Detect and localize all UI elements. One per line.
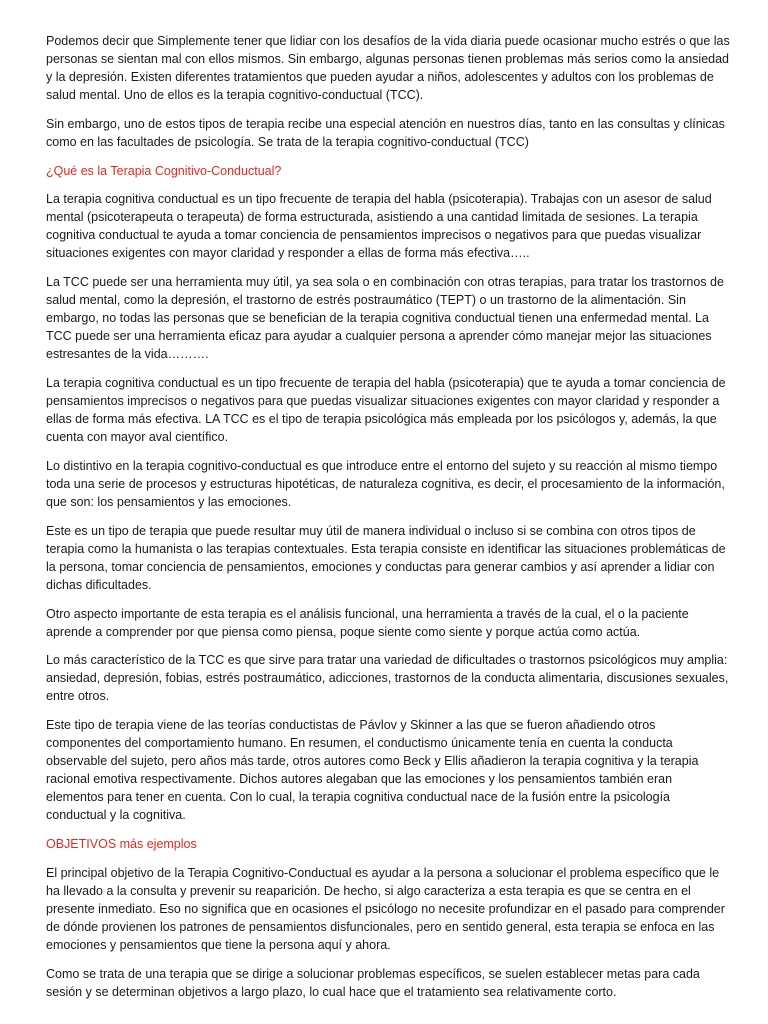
paragraph-section1-5: Este es un tipo de terapia que puede resultar muy útil de manera individual o incluso si se combina con otros tipos de terapia como la humanista o las terapias contextuales. Esta terapia consiste en identificar las situaciones problemáticas de la persona, tomar conciencia de pensamientos, emociones y conductas para generar cambios y así aprender a lidiar con dichas dificultades. [46,523,726,592]
paragraph-intro-2: Sin embargo, uno de estos tipos de terapia recibe una especial atención en nuestros días, tanto en las consultas y clínicas como en las facultades de psicología. Se trata de la terapia cognitivo-conductual (TCC) [46,116,725,149]
section-heading-que-es-tcc: ¿Qué es la Terapia Cognitivo-Conductual? [46,163,282,178]
paragraph-section1-8: Este tipo de terapia viene de las teorías conductistas de Pávlov y Skinner a las que se fueron añadiendo otros componentes del comportamiento humano. En resumen, el conductismo únicamente tenía en cuenta la conducta observable del sujeto, pero años más tarde, otros autores como Beck y Ellis añadieron la terapia cognitiva y la terapia racional emotiva respectivamente. Dichos autores alegaban que las emociones y los pensamientos también eran elementos para tener en cuenta. Con lo cual, la terapia cognitiva conductual nace de la fusión entre la psicología conductual y la cognitiva. [46,718,699,823]
paragraph-section1-3: La terapia cognitiva conductual es un tipo frecuente de terapia del habla (psicoterapia) que te ayuda a tomar conciencia de pensamientos imprecisos o negativos para que puedas visualizar situaciones exigentes con mayor claridad y responder a ellas de forma más efectiva. LA TCC es el tipo de terapia psicológica más empleada por los psicólogos y, además, la que cuenta con mayor aval científico. [46,376,726,445]
paragraph-section2-2: Como se trata de una terapia que se dirige a solucionar problemas específicos, se suelen establecer metas para cada sesión y se determinan objetivos a largo plazo, lo cual hace que el tratamiento sea relativamente corto. [46,966,700,999]
paragraph-section1-4: Lo distintivo en la terapia cognitivo-conductual es que introduce entre el entorno del sujeto y su reacción al mismo tiempo toda una serie de procesos y estructuras hipotéticas, de naturaleza cognitiva, es decir, el procesamiento de la información, que son: los pensamientos y las emociones. [46,458,725,510]
paragraph-section1-1: La terapia cognitiva conductual es un tipo frecuente de terapia del habla (psicoterapia). Trabajas con un asesor de salud mental (psicoterapeuta o terapeuta) de forma estructurada, asistiendo a una cantidad limitada de sesiones. La terapia cognitiva conductual te ayuda a tomar conciencia de pensamientos imprecisos o negativos para que puedas visualizar situaciones exigentes con mayor claridad y responder a ellas de forma más efectiva….. [46,192,712,261]
document-page [46,32,732,1011]
section-heading-objetivos: OBJETIVOS más ejemplos [46,837,197,852]
paragraph-section2-1: El principal objetivo de la Terapia Cognitivo-Conductual es ayudar a la persona a solucionar el problema específico que le ha llevado a la consulta y prevenir su reaparición. De hecho, si algo caracteriza a esta terapia es que se centra en el presente inmediato. Eso no significa que en ocasiones el psicólogo no necesite profundizar en el pasado para comprender de dónde provienen los patrones de pensamientos disfuncionales, pero en sentido general, esta terapia se enfoca en las emociones y pensamientos que tiene la persona aquí y ahora. [46,865,725,953]
paragraph-section1-6: Otro aspecto importante de esta terapia es el análisis funcional, una herramienta a través de la cual, el o la paciente aprende a comprender por que piensa como piensa, poque siente como siente y porque actúa como actúa. [46,606,689,639]
paragraph-section1-7: Lo más característico de la TCC es que sirve para tratar una variedad de dificultades o trastornos psicológicos muy amplia: ansiedad, depresión, fobias, estrés postraumático, adicciones, trastornos de la conducta alimentaria, discusiones sexuales, entre otros. [46,653,729,704]
paragraph-section1-2: La TCC puede ser una herramienta muy útil, ya sea sola o en combinación con otras terapias, para tratar los trastornos de salud mental, como la depresión, el trastorno de estrés postraumático (TEPT) o un trastorno de la alimentación. Sin embargo, no todas las personas que se benefician de la terapia cognitiva conductual tienen una enfermedad mental. La TCC puede ser una herramienta eficaz para ayudar a cualquier persona a aprender cómo manejar mejor las situaciones estresantes de la vida………. [46,275,724,362]
paragraph-intro-1: Podemos decir que Simplemente tener que lidiar con los desafíos de la vida diaria puede ocasionar mucho estrés o que las personas se sientan mal con ellos mismos. Sin embargo, algunas personas tienen problemas más serios como la ansiedad y la depresión. Existen diferentes tratamientos que pueden ayudar a niños, adolescentes y adultos con los problemas de salud mental. Uno de ellos es la terapia cognitivo-conductual (TCC). [46,34,730,103]
